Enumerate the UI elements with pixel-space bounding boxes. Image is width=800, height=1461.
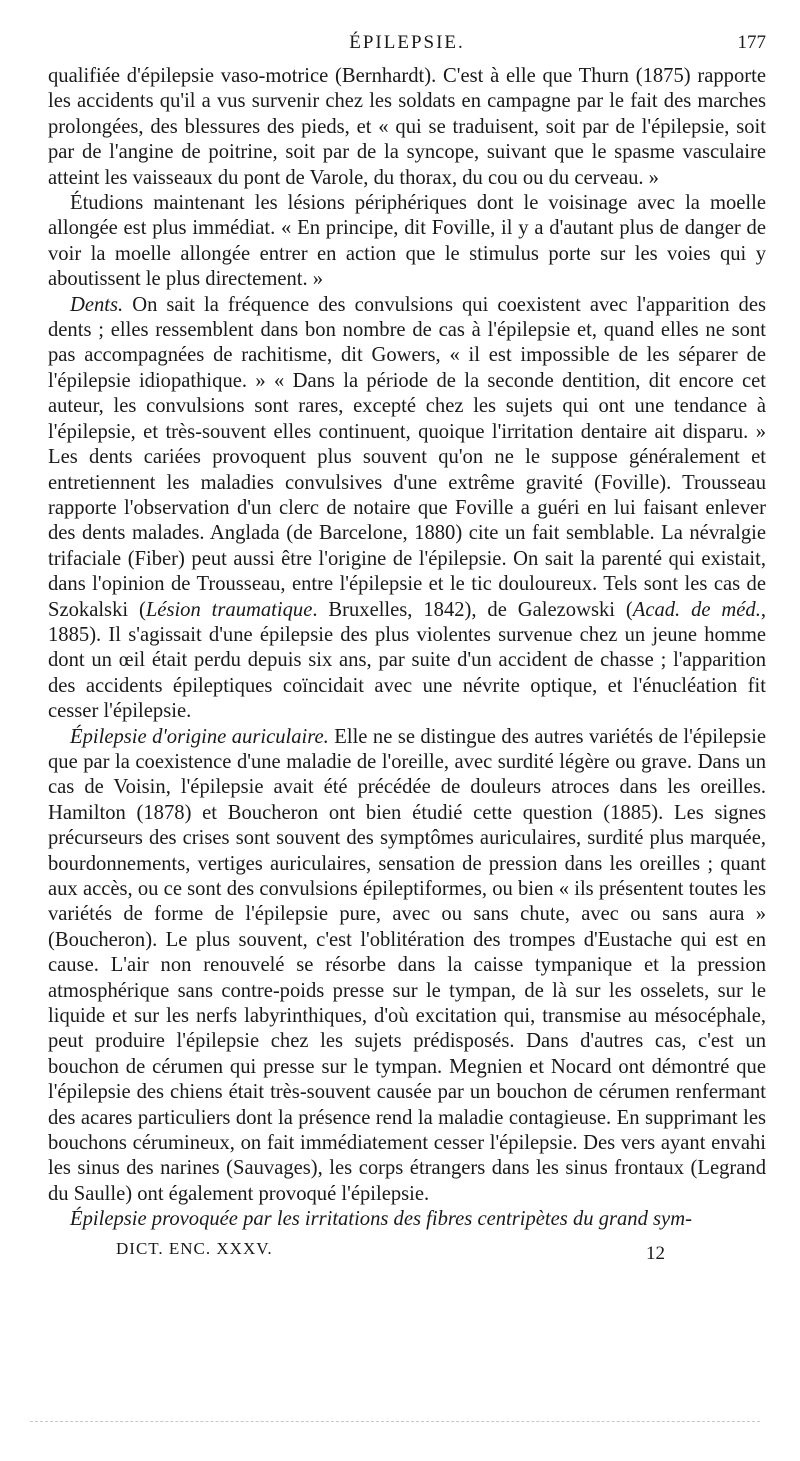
page (48, 32, 766, 1265)
text-run: Elle ne se distingue des autres variétés de l'épilepsie que par la coexistence d'une maladie de l'oreille, avec surdité légère ou grave. Dans un cas de Voisin, l'épilepsie avait été précédée de douleurs atroces dans les oreilles. Hamilton (1878) et Boucheron ont bien étudié cette question (1885). Les signes précurseurs des crises sont souvent des symptômes auriculaires, surdité plus marquée, bourdonnements, vertiges auriculaires, sensation de pression dans les oreilles ; quant aux accès, ou ce sont des convulsions épileptiformes, ou bien « ils présentent toutes les variétés de forme de l'épilepsie pure, avec ou sans chute, avec ou sans aura » (Boucheron). Le plus souvent, c'est l'oblitération des trompes d'Eustache qui est en cause. L'air non renouvelé se résorbe dans la caisse tympanique et la pression atmosphérique sans contre-poids presse sur le tympan, de là sur les osselets, sur le liquide et sur les nerfs labyrinthiques, d'où excitation qui, transmise au mésocéphale, peut produire l'épilepsie chez les sujets prédisposés. Dans d'autres cas, c'est un bouchon de cérumen qui presse sur le tympan. Megnien et Nocard ont démontré que l'épilepsie des chiens était très-souvent causée par un bouchon de cérumen renfermant des acares particuliers dont la présence rend la maladie contagieuse. En supprimant les bouchons cérumineux, on fait immédiatement cesser l'épilepsie. Des vers ayant envahi les sinus des narines (Sauvages), les corps étrangers dans les sinus frontaux (Legrand du Saulle) ont également provoqué l'épilepsie. (48, 725, 766, 1205)
italic-text: Lésion traumatique (145, 598, 313, 621)
paragraph (48, 293, 766, 725)
running-title: ÉPILEPSIE. (349, 32, 465, 53)
paragraph (48, 725, 766, 1208)
text-run: qualifiée d'épilepsie vaso-motrice (Bernhardt). C'est à elle que Thurn (1875) rapporte les accidents qu'il a vus survenir chez les soldats en campagne par le fait des marches prolongées, des blessures des pieds, et « qui se traduisent, soit par de l'épilepsie, soit par de l'angine de poitrine, soit par de la syncope, suivant que le spasme vasculaire atteint les vaisseaux du pont de Varole, du thorax, du cou ou du cerveau. » (48, 65, 766, 189)
paragraph (48, 1207, 766, 1232)
page-number: 177 (737, 32, 766, 53)
paragraph (48, 191, 766, 293)
italic-text: Épilepsie provoquée par les irritations des fibres centripètes du grand sym- (70, 1208, 692, 1231)
text-run: , 1885). Il s'agissait d'une épilepsie des plus violentes survenue chez un jeune homme dont un œil était perdu depuis six ans, par suite d'un accident de chasse ; l'apparition des accidents épileptiques coïncidait avec une névrite optique, et l'énucléation fit cesser l'épilepsie. (48, 598, 767, 723)
signature-number: 12 (646, 1242, 665, 1264)
text-run: On sait la fréquence des convulsions qui coexistent avec l'apparition des dents ; elles ressemblent dans bon nombre de cas à l'épilepsie et, quand elles ne sont pas accompagnées de rachitisme, dit Gowers, « il est impossible de les séparer de l'épilepsie idiopathique. » « Dans la période de la seconde dentition, dit encore cet auteur, les convulsions sont rares, excepté chez les sujets qui ont une tendance à l'épilepsie, et très-souvent elles continuent, quoique l'irritation dentaire ait disparu. » Les dents cariées provoquent plus souvent qu'on ne le suppose généralement et entretiennent les maladies convulsives d'une extrême gravité (Foville). Trousseau rapporte l'observation d'un clerc de notaire que Foville a guéri en lui faisant enlever des dents malades. Anglada (de Barcelone, 1880) cite un fait semblable. La névralgie trifaciale (Fiber) peut aussi être l'origine de l'épilepsie. On sait la parenté qui existait, dans l'opinion de Trousseau, entre l'épilepsie et le tic douloureux. Tels sont les cas de Szokalski ( (48, 293, 766, 621)
scan-edge-line (30, 1421, 760, 1422)
text-run: . Bruxelles, 1842), de Galezowski ( (312, 598, 633, 621)
page-footer (48, 1239, 766, 1265)
paragraph (48, 64, 766, 191)
italic-text: Acad. de méd. (632, 598, 761, 621)
body-text (48, 64, 766, 1233)
text-run: Étudions maintenant les lésions périphériques dont le voisinage avec la moelle allongée est plus immédiat. « En principe, dit Foville, il y a d'autant plus de danger de voir la moelle allongée entrer en action que le stimulus porte sur les voies qui y aboutissent le plus directement. » (48, 192, 766, 291)
printer-signature: DICT. ENC. XXXV. (116, 1238, 273, 1258)
running-head (48, 32, 766, 56)
italic-text: Dents. (70, 293, 124, 316)
italic-text: Épilepsie d'origine auriculaire. (70, 725, 329, 748)
